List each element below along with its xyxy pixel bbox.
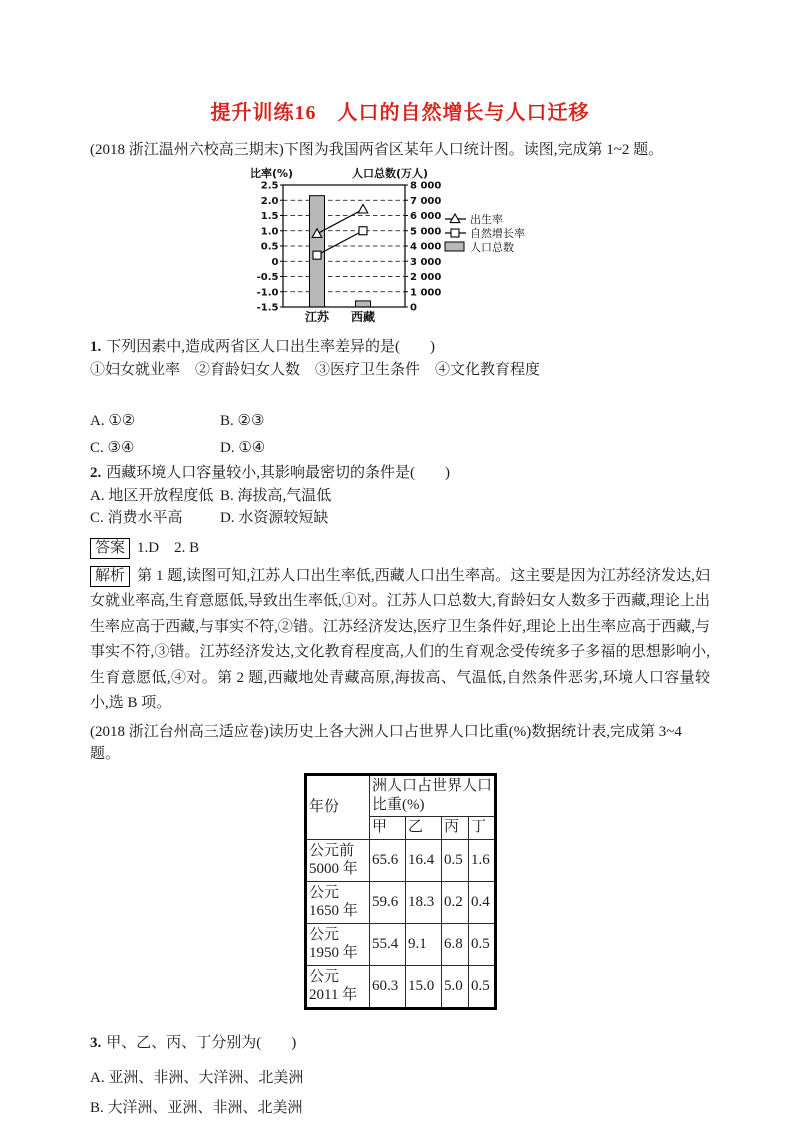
chart-left-axis	[257, 181, 283, 314]
population-chart	[249, 167, 551, 334]
svg-text:0: 0	[271, 256, 279, 268]
q1-options-row-2	[90, 435, 710, 462]
svg-text:5 000: 5 000	[410, 226, 442, 238]
svg-text:2 000: 2 000	[410, 272, 442, 283]
chart-right-axis	[405, 181, 441, 314]
value-cell: 0.2	[442, 881, 469, 923]
population-share-table	[304, 773, 497, 1010]
legend-item-0	[445, 212, 503, 226]
q1-options-row-1	[90, 408, 710, 435]
q1-option-c: C. ③④	[90, 440, 135, 456]
q2-option-d: D. 水资源较短缺	[220, 510, 329, 526]
table-header-row-1	[306, 774, 496, 816]
svg-text:6 000: 6 000	[410, 211, 442, 222]
svg-text:4 000: 4 000	[410, 241, 442, 253]
col-header-bing: 丙	[442, 816, 469, 839]
year-cell: 公元 1650 年	[306, 881, 370, 923]
value-cell: 60.3	[370, 965, 406, 1008]
year-cell: 公元 2011 年	[306, 965, 370, 1008]
table-row	[306, 965, 496, 1008]
q1-option-b: B. ②③	[220, 413, 265, 429]
answer-label-box: 答案	[90, 538, 130, 559]
q3-option-a: A. 亚洲、非洲、大洋洲、北美洲	[90, 1069, 304, 1086]
analysis-paragraph	[90, 564, 710, 717]
svg-text:-1.0: -1.0	[256, 287, 279, 299]
svg-text:自然增长率: 自然增长率	[470, 227, 525, 240]
population-chart-svg	[249, 167, 551, 329]
answer-line	[90, 536, 710, 561]
q2-option-a: A. 地区开放程度低	[90, 487, 214, 504]
value-cell: 0.5	[442, 839, 469, 881]
q2-options-row-1	[90, 485, 710, 508]
question-2	[90, 462, 710, 485]
question-text: 西藏环境人口容量较小,其影响最密切的条件是( )	[106, 465, 450, 481]
question-1	[90, 336, 710, 359]
col-header-yi: 乙	[406, 816, 442, 839]
page-title: 提升训练16 人口的自然增长与人口迁移	[210, 102, 590, 124]
year-cell: 公元前 5000 年	[306, 839, 370, 881]
svg-text:2.5: 2.5	[260, 180, 279, 192]
legend-item-2	[445, 240, 514, 254]
q1-option-a: A. ①②	[90, 413, 136, 429]
x-category-label: 江苏	[304, 310, 330, 324]
right-axis-title: 人口总数(万人)	[352, 167, 429, 180]
value-cell: 1.6	[469, 839, 496, 881]
svg-text:3 000: 3 000	[410, 256, 442, 268]
svg-text:7 000: 7 000	[410, 195, 442, 207]
svg-text:8 000: 8 000	[410, 180, 442, 192]
table-row	[306, 923, 496, 965]
value-cell: 0.5	[469, 965, 496, 1008]
q2-option-b: B. 海拔高,气温低	[220, 487, 332, 504]
table-row	[306, 881, 496, 923]
q3-option-b: B. 大洋洲、亚洲、非洲、北美洲	[90, 1099, 303, 1116]
q2-options-row-2	[90, 507, 710, 530]
svg-text:-1.5: -1.5	[256, 302, 279, 314]
q2-option-c: C. 消费水平高	[90, 510, 183, 526]
question-3-block	[90, 1032, 710, 1123]
question-number: 1.	[90, 339, 102, 355]
x-category-label: 西藏	[350, 310, 376, 324]
question-1-items: ①妇女就业率 ②育龄妇女人数 ③医疗卫生条件 ④文化教育程度	[90, 362, 541, 378]
value-cell: 9.1	[406, 923, 442, 965]
year-column-header: 年份	[306, 774, 370, 839]
svg-text:2.0: 2.0	[260, 195, 279, 207]
svg-text:1 000: 1 000	[410, 287, 442, 299]
section2-intro: (2018 浙江台州高三适应卷)读历史上各大洲人口占世界人口比重(%)数据统计表,完成第 3~4 题。	[90, 723, 682, 762]
value-cell: 5.0	[442, 965, 469, 1008]
svg-text:1.5: 1.5	[260, 211, 279, 222]
value-cell: 18.3	[406, 881, 442, 923]
legend-item-1	[445, 226, 525, 240]
analysis-text: 第 1 题,读图可知,江苏人口出生率低,西藏人口出生率高。这主要是因为江苏经济发达,妇女就业率高,生育意愿低,导致出生率低,①对。江苏人口总数大,育龄妇女人数多于西藏,理论上出生率应高于西藏,与事实不符,②错。江苏经济发达,医疗卫生条件好,理论上出生率应高于西藏,与事实不符,③错。江苏经济发达,文化教育程度高,人们的生育观念受传统多子多福的思想影响小,生育意愿低,④对。第 2 题,西藏地处青藏高原,海拔高、气温低,自然条件恶劣,环境人口容量较小,选 B 项。	[90, 567, 710, 711]
value-cell: 16.4	[406, 839, 442, 881]
year-cell: 公元 1950 年	[306, 923, 370, 965]
q1-option-d: D. ①④	[220, 440, 266, 456]
value-cell: 55.4	[370, 923, 406, 965]
col-header-jia: 甲	[370, 816, 406, 839]
question-text: 甲、乙、丙、丁分别为( )	[106, 1034, 297, 1051]
table-row	[306, 839, 496, 881]
value-cell: 59.6	[370, 881, 406, 923]
value-cell: 65.6	[370, 839, 406, 881]
left-axis-title: 比率(%)	[250, 167, 294, 180]
col-header-ding: 丁	[469, 816, 496, 839]
value-cell: 15.0	[406, 965, 442, 1008]
section1-intro: (2018 浙江温州六校高三期末)下图为我国两省区某年人口统计图。读图,完成第 1~2 题。	[90, 142, 664, 158]
svg-text:0.5: 0.5	[260, 241, 279, 253]
svg-text:1.0: 1.0	[260, 226, 279, 238]
value-cell: 6.8	[442, 923, 469, 965]
analysis-label-box: 解析	[90, 566, 130, 587]
svg-text:-0.5: -0.5	[256, 272, 279, 283]
question-3	[90, 1032, 710, 1055]
svg-text:0: 0	[410, 302, 417, 314]
chart-gridlines	[283, 200, 405, 292]
share-span-header: 洲人口占世界人口比重(%)	[370, 774, 496, 816]
value-cell: 0.5	[469, 923, 496, 965]
question-text: 下列因素中,造成两省区人口出生率差异的是( )	[106, 339, 435, 355]
svg-text:出生率: 出生率	[470, 213, 503, 226]
answer-values: 1.D 2. B	[137, 539, 200, 556]
value-cell: 0.4	[469, 881, 496, 923]
question-number: 2.	[90, 465, 102, 481]
question-number: 3.	[90, 1034, 102, 1051]
svg-text:人口总数: 人口总数	[470, 241, 514, 254]
